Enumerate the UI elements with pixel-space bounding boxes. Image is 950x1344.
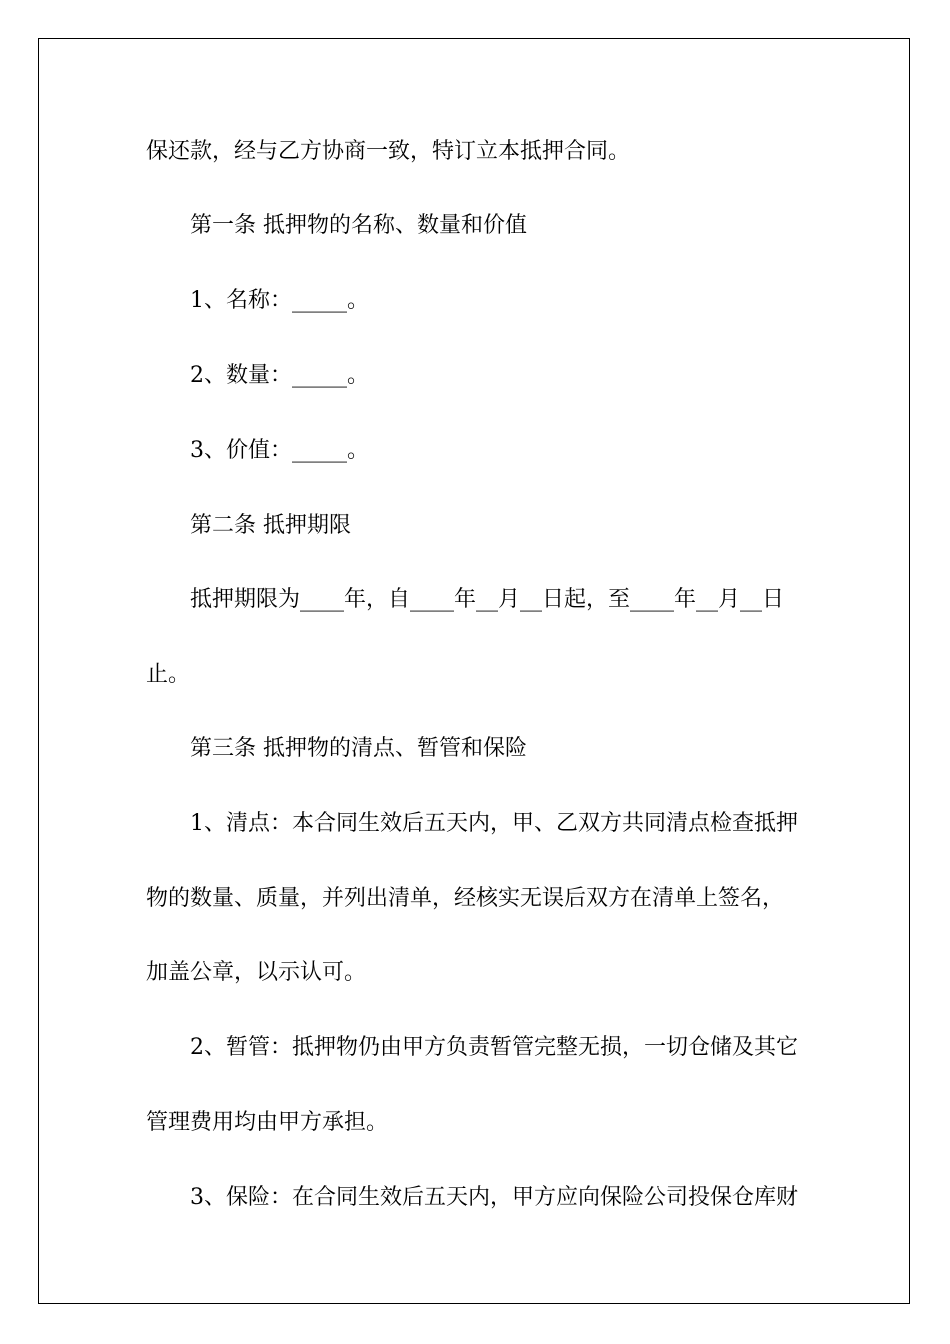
list-item: 1、名称：_____。 [190, 288, 369, 313]
paragraph-line: 管理费用均由甲方承担。 [146, 1110, 389, 1135]
article-heading: 第一条 抵押物的名称、数量和价值 [190, 213, 527, 238]
article-heading: 第二条 抵押期限 [190, 513, 351, 538]
article-heading: 第三条 抵押物的清点、暂管和保险 [190, 736, 527, 761]
list-item: 2、数量：_____。 [190, 363, 369, 388]
paragraph-line: 2、暂管：抵押物仍由甲方负责暂管完整无损，一切仓储及其它 [190, 1035, 798, 1060]
list-item: 3、价值：_____。 [190, 438, 369, 463]
paragraph-line: 3、保险：在合同生效后五天内，甲方应向保险公司投保仓库财 [190, 1185, 798, 1210]
paragraph-line: 抵押期限为____年，自____年__月__日起，至____年__月__日 [190, 587, 785, 612]
paragraph-line: 物的数量、质量，并列出清单，经核实无误后双方在清单上签名， [146, 886, 785, 911]
document-page [38, 38, 910, 1304]
paragraph-line: 保还款，经与乙方协商一致，特订立本抵押合同。 [146, 139, 631, 164]
paragraph-line: 加盖公章，以示认可。 [146, 960, 367, 985]
paragraph-line: 止。 [146, 662, 191, 687]
paragraph-line: 1、清点：本合同生效后五天内，甲、乙双方共同清点检查抵押 [190, 811, 798, 836]
